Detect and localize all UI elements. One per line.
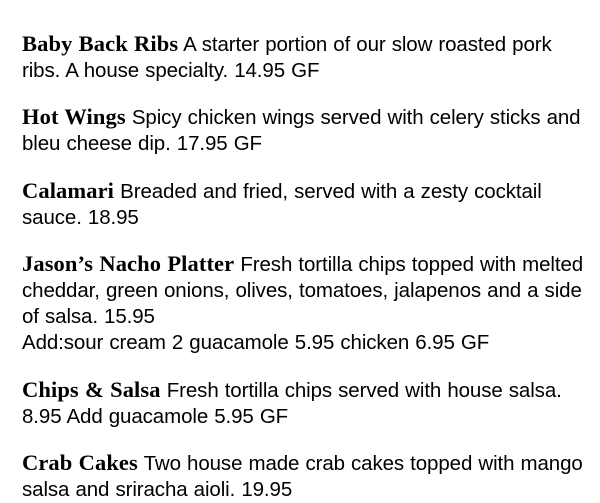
menu-item-name: Calamari	[22, 177, 115, 203]
menu-item-description: Breaded and fried, served with a zesty cocktail sauce. 18.95	[22, 179, 542, 229]
menu-item-name: Hot Wings	[22, 104, 126, 129]
menu-item-description: Spicy chicken wings served with celery sticks and bleu cheese dip. 17.95 GF	[22, 106, 581, 155]
menu-item-name: Baby Back Ribs	[22, 30, 179, 56]
menu-item-name: Jason’s Nacho Platter	[22, 251, 235, 276]
menu-item	[22, 104, 586, 157]
menu-item	[22, 251, 586, 356]
menu-item-text	[22, 377, 586, 430]
menu-item-text	[22, 178, 586, 231]
menu-item-text	[22, 31, 586, 84]
menu-item-name: Crab Cakes	[22, 450, 138, 475]
menu-item-description: Fresh tortilla chips topped with melted cheddar, green onions, olives, tomatoes, jalapenos and a side of salsa. 15.95	[22, 253, 584, 328]
menu-item-name: Chips & Salsa	[22, 376, 161, 402]
menu-item-addons: Add:sour cream 2 guacamole 5.95 chicken 6.95 GF	[22, 331, 490, 354]
menu-item	[22, 178, 586, 231]
menu-item-text	[22, 251, 586, 356]
menu-item	[22, 377, 586, 430]
menu-item-description: Fresh tortilla chips served with house salsa. 8.95 Add guacamole 5.95 GF	[22, 378, 562, 428]
menu-item	[22, 450, 586, 503]
menu-item-description: A starter portion of our slow roasted pork ribs. A house specialty. 14.95 GF	[22, 32, 552, 82]
menu-item-text	[22, 450, 586, 503]
menu-item	[22, 31, 586, 84]
menu-item-text	[22, 104, 586, 157]
menu-item-description: Two house made crab cakes topped with mango salsa and sriracha aioli. 19.95	[22, 452, 583, 501]
